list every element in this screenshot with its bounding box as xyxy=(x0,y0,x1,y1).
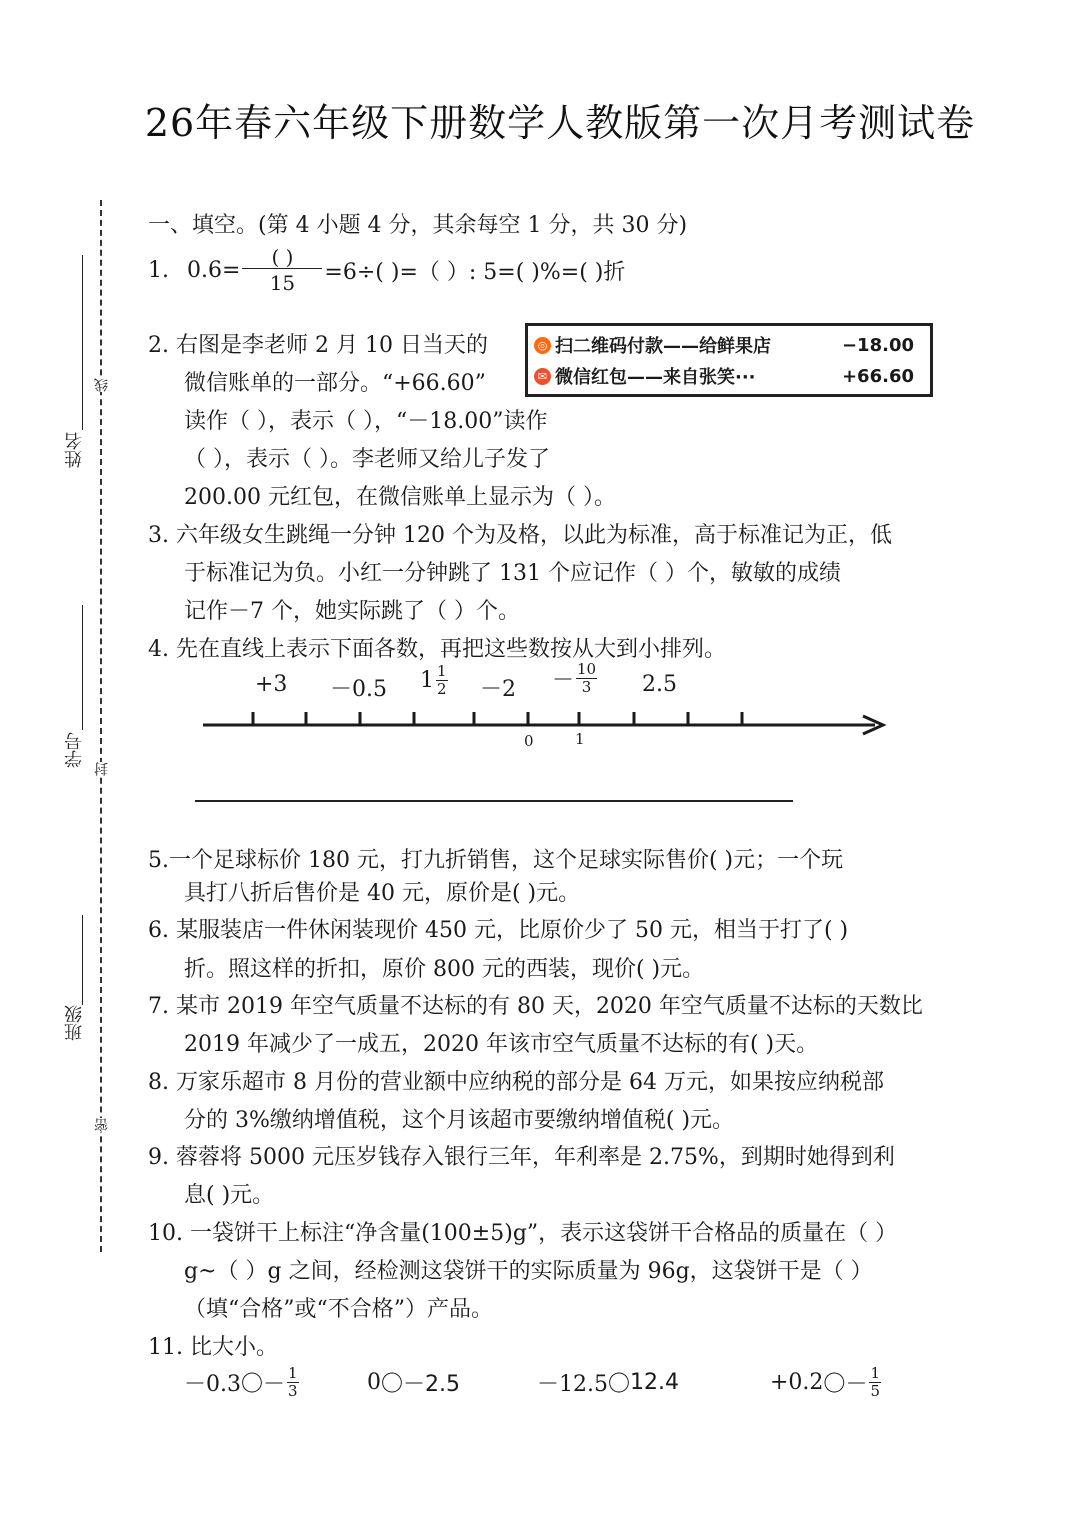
class-underline xyxy=(82,915,83,1005)
q11-c4-sign: － xyxy=(845,1371,868,1397)
section-heading: 一、填空。(第 4 小题 4 分，其余每空 1 分，共 30 分) xyxy=(148,213,688,238)
q11-c4-den: 5 xyxy=(870,1381,880,1400)
q8-line-1: 8. 万家乐超市 8 月份的营业额中应纳税的部分是 64 万元，如果按应纳税部 xyxy=(148,1070,884,1095)
q11-c1-den: 3 xyxy=(288,1381,298,1400)
compare-circle: 〇 xyxy=(823,1371,846,1397)
q11-compare-1 xyxy=(184,1360,301,1404)
bill-row xyxy=(534,331,914,359)
binding-dashed-line xyxy=(100,200,102,1252)
q11-c3-right: 12.4 xyxy=(630,1369,679,1395)
q4-neg-frac-sign: － xyxy=(552,668,575,693)
q4-neg-frac-den: 3 xyxy=(581,678,592,696)
q2-line-3: 读作（ ），表示（ ），“－18.00”读作 xyxy=(184,409,548,434)
q7-line-2: 2019 年减少了一成五，2020 年该市空气质量不达标的有( )天。 xyxy=(184,1032,819,1057)
q11-c4-frac xyxy=(869,1363,881,1400)
compare-circle: 〇 xyxy=(241,1371,264,1397)
q11-c1-left: －0.3 xyxy=(184,1371,241,1397)
q10-line-3: （填“合格”或“不合格”）产品。 xyxy=(184,1297,493,1322)
q3-line-3: 记作－7 个，她实际跳了（ ）个。 xyxy=(184,599,520,624)
student-id-label: 学号 xyxy=(64,732,85,768)
q7-line-1: 7. 某市 2019 年空气质量不达标的有 80 天，2020 年空气质量不达标的天数比 xyxy=(148,994,923,1019)
bill-row-text: 微信红包——来自张笑··· xyxy=(555,367,756,388)
q11-c4-num: 1 xyxy=(870,1363,880,1382)
q2-line-5: 200.00 元红包，在微信账单上显示为（ ）。 xyxy=(184,485,616,510)
q11-c1-frac xyxy=(287,1363,299,1400)
q4-answer-line xyxy=(195,800,793,802)
q5-line-1: 5.一个足球标价 180 元，打九折销售，这个足球实际售价( )元；一个玩 xyxy=(148,848,844,873)
seal-char-seal: 封 xyxy=(94,762,110,776)
name-label: 姓名 xyxy=(64,432,85,468)
q11-compare-3 xyxy=(537,1360,679,1404)
q6-line-2: 折。照这样的折扣，原价 800 元的西装，现价( )元。 xyxy=(184,957,705,982)
q11-compare-4 xyxy=(770,1360,883,1404)
q4-number-plus3: +3 xyxy=(255,672,288,697)
q2-line-2: 微信账单的一部分。“+66.60” xyxy=(184,371,486,396)
q1-number: 1. xyxy=(148,257,169,283)
q4-number-neg2: －2 xyxy=(480,677,516,702)
q1-fraction xyxy=(242,247,322,293)
q5-line-2: 具打八折后售价是 40 元，原价是( )元。 xyxy=(184,881,581,906)
number-line xyxy=(195,660,895,760)
seal-char-line: 线 xyxy=(94,378,110,392)
q11-c2-right: －2.5 xyxy=(403,1371,461,1397)
bill-row xyxy=(534,362,914,390)
q4-line-1: 4. 先在直线上表示下面各数，再把这些数按从大到小排列。 xyxy=(148,637,726,662)
question-1 xyxy=(148,240,625,300)
q3-line-2: 于标准记为负。小红一分钟跳了 131 个应记作（ ）个，敏敏的成绩 xyxy=(184,561,841,586)
q11-line-1: 11. 比大小。 xyxy=(148,1335,278,1360)
name-underline xyxy=(82,255,83,430)
q11-c1-num: 1 xyxy=(288,1363,298,1382)
q3-line-1: 3. 六年级女生跳绳一分钟 120 个为及格，以此为标准，高于标准记为正，低 xyxy=(148,523,892,548)
q10-line-2: g~（ ）g 之间，经检测这袋饼干的实际质量为 96g，这袋饼干是（ ） xyxy=(184,1259,873,1284)
compare-circle: 〇 xyxy=(381,1371,404,1397)
q4-mixed-num: 1 xyxy=(437,662,447,680)
q4-neg-frac-num: 10 xyxy=(577,660,597,678)
q4-number-neg0-5: －0.5 xyxy=(330,677,387,702)
q11-c4-left: +0.2 xyxy=(770,1369,824,1395)
q9-line-2: 息( )元。 xyxy=(184,1183,275,1208)
red-packet-icon: ✉ xyxy=(534,368,551,385)
q11-c2-left: 0 xyxy=(367,1369,381,1395)
bill-row-amount: +66.60 xyxy=(841,365,914,387)
q1-rest: =6÷( )=（ ）: 5=( )%=( )折 xyxy=(324,259,626,285)
compare-circle: 〇 xyxy=(608,1371,631,1397)
q6-line-1: 6. 某服装店一件休闲装现价 450 元，比原价少了 50 元，相当于打了( ) xyxy=(148,918,849,943)
bill-row-text: 扫二维码付款——给鲜果店 xyxy=(555,336,771,357)
bill-row-amount: −18.00 xyxy=(841,334,914,356)
q1-frac-den: 15 xyxy=(269,271,296,295)
number-line-label-one: 1 xyxy=(575,730,585,748)
q4-number-2-5: 2.5 xyxy=(642,672,677,697)
q11-c1-sign: － xyxy=(263,1371,286,1397)
seal-char-secret: 密 xyxy=(94,1118,110,1132)
q4-mixed-whole: 1 xyxy=(420,668,434,693)
wechat-bill-box xyxy=(525,323,933,397)
q9-line-1: 9. 蓉蓉将 5000 元压岁钱存入银行三年，年利率是 2.75%，到期时她得到利 xyxy=(148,1145,895,1170)
student-id-underline xyxy=(82,605,83,730)
qr-pay-icon: ◎ xyxy=(534,337,551,354)
q11-c3-left: －12.5 xyxy=(537,1371,608,1397)
q1-frac-num: ( ) xyxy=(242,247,322,269)
q4-mixed-den: 2 xyxy=(437,680,447,698)
q10-line-1: 10. 一袋饼干上标注“净含量(100±5)g”，表示这袋饼干合格品的质量在（ ） xyxy=(148,1221,898,1246)
number-line-label-zero: 0 xyxy=(524,732,534,750)
q8-line-2: 分的 3%缴纳增值税，这个月该超市要缴纳增值税( )元。 xyxy=(184,1108,735,1133)
page-title: 26年春六年级下册数学人教版第一次月考测试卷 xyxy=(144,101,976,145)
q1-prefix: 0.6= xyxy=(187,257,241,283)
q11-compare-2 xyxy=(367,1360,460,1404)
q2-line-4: （ ），表示（ ）。李老师又给儿子发了 xyxy=(184,447,550,472)
q2-line-1: 2. 右图是李老师 2 月 10 日当天的 xyxy=(148,333,488,358)
class-label: 班级 xyxy=(64,1005,85,1041)
